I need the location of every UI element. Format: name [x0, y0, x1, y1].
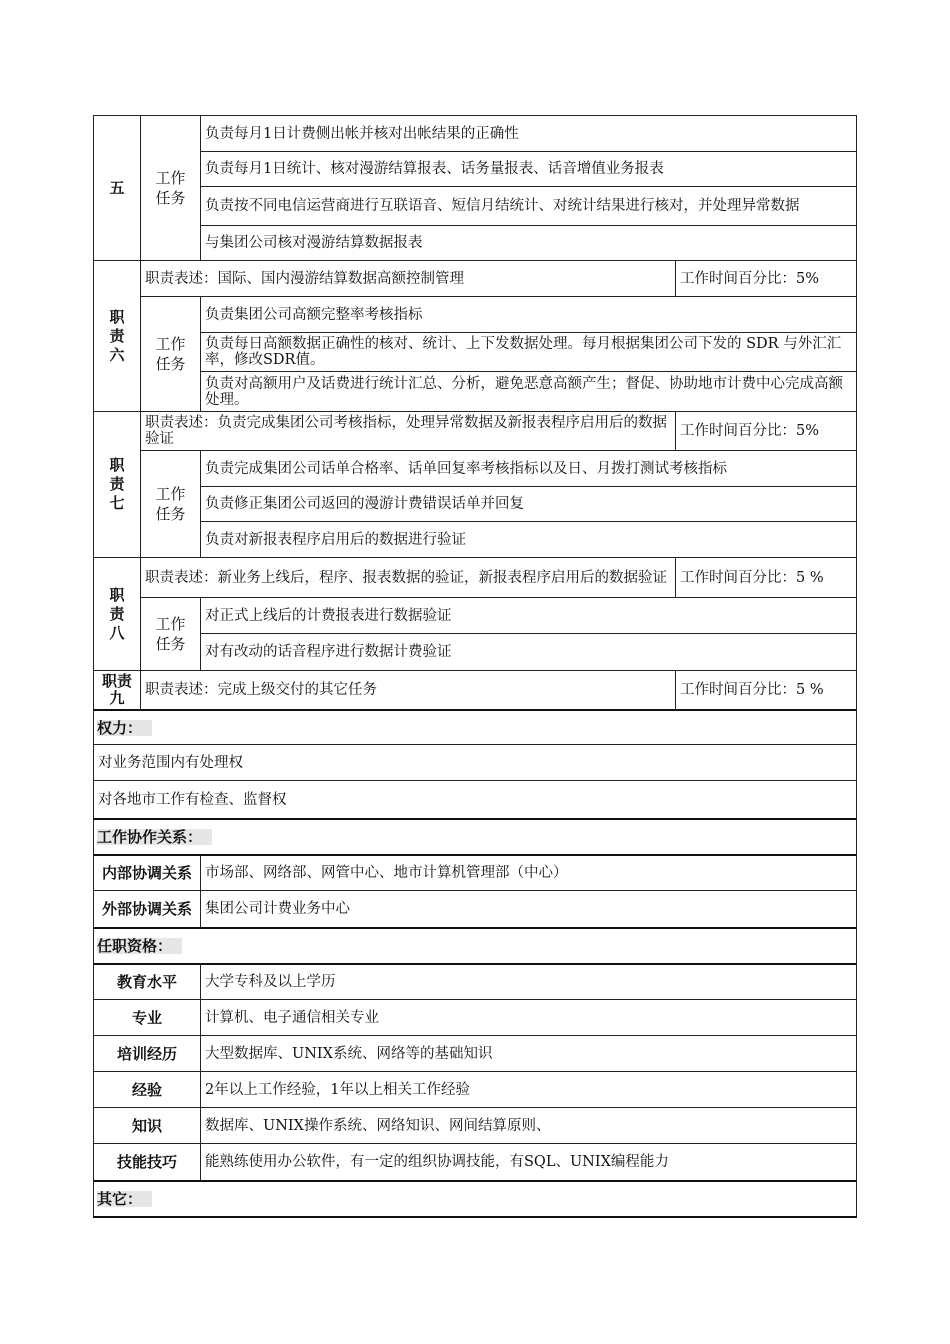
duty6-task-3: 负责对高额用户及话费进行统计汇总、分析，避免恶意高额产生；督促、协助地市计费中心完成高额处理。: [200, 371, 857, 412]
internal-coordination-value: 市场部、网络部、网管中心、地市计算机管理部（中心）: [200, 854, 857, 891]
duty8-task-1: 对正式上线后的计费报表进行数据验证: [200, 597, 857, 634]
training-label: 培训经历: [93, 1035, 201, 1072]
collaboration-section-title: 工作协作关系：: [93, 818, 857, 855]
duty6-time-percentage: 工作时间百分比：5%: [675, 260, 857, 297]
duty6-task-1: 负责集团公司高额完整率考核指标: [200, 296, 857, 333]
duty5-task-2: 负责每月1日统计、核对漫游结算报表、话务量报表、话音增值业务报表: [200, 151, 857, 187]
duty8-description: 职责表述：新业务上线后，程序、报表数据的验证，新报表程序启用后的数据验证: [140, 557, 676, 598]
major-value: 计算机、电子通信相关专业: [200, 999, 857, 1036]
duty7-task-2: 负责修正集团公司返回的漫游计费错误话单并回复: [200, 486, 857, 522]
qualifications-section-title: 任职资格：: [93, 927, 857, 964]
duty8-task-2: 对有改动的话音程序进行数据计费验证: [200, 633, 857, 671]
duty6-task-label: 工作 任务: [140, 296, 201, 412]
education-value: 大学专科及以上学历: [200, 963, 857, 1000]
duty7-description: 职责表述：负责完成集团公司考核指标，处理异常数据及新报表程序启用后的数据验证: [140, 411, 676, 451]
authority-item: 对业务范围内有处理权: [93, 744, 857, 781]
experience-label: 经验: [93, 1071, 201, 1108]
duty5-task-3: 负责按不同电信运营商进行互联语音、短信月结统计、对统计结果进行核对，并处理异常数据: [200, 186, 857, 226]
duty9-description: 职责表述：完成上级交付的其它任务: [140, 670, 676, 710]
experience-value: 2年以上工作经验，1年以上相关工作经验: [200, 1071, 857, 1108]
duty5-heading: 五: [93, 115, 141, 261]
duty7-heading: 职 责 七: [93, 411, 141, 558]
skills-value: 能熟练使用办公软件，有一定的组织协调技能，有SQL、UNIX编程能力: [200, 1143, 857, 1181]
skills-label: 技能技巧: [93, 1143, 201, 1181]
duty7-task-1: 负责完成集团公司话单合格率、话单回复率考核指标以及日、月拨打测试考核指标: [200, 450, 857, 487]
major-label: 专业: [93, 999, 201, 1036]
knowledge-label: 知识: [93, 1107, 201, 1144]
duty7-time-percentage: 工作时间百分比：5%: [675, 411, 857, 451]
duty8-task-label: 工作 任务: [140, 597, 201, 671]
duty7-task-label: 工作 任务: [140, 450, 201, 558]
other-section-title: 其它：: [93, 1180, 857, 1218]
duty5-task-label: 工作 任务: [140, 115, 201, 261]
duty9-heading: 职责 九: [93, 670, 141, 710]
knowledge-value: 数据库、UNIX操作系统、网络知识、网间结算原则、: [200, 1107, 857, 1144]
duty6-description: 职责表述：国际、国内漫游结算数据高额控制管理: [140, 260, 676, 297]
external-coordination-value: 集团公司计费业务中心: [200, 890, 857, 928]
education-label: 教育水平: [93, 963, 201, 1000]
duty6-heading: 职 责 六: [93, 260, 141, 412]
authority-section-title: 权力：: [93, 709, 857, 745]
authority-item: 对各地市工作有检查、监督权: [93, 780, 857, 819]
duty5-task-1: 负责每月1日计费侧出帐并核对出帐结果的正确性: [200, 115, 857, 152]
training-value: 大型数据库、UNIX系统、网络等的基础知识: [200, 1035, 857, 1072]
duty9-time-percentage: 工作时间百分比：5 %: [675, 670, 857, 710]
duty5-task-4: 与集团公司核对漫游结算数据报表: [200, 225, 857, 261]
internal-coordination-label: 内部协调关系: [93, 854, 201, 891]
duty8-heading: 职 责 八: [93, 557, 141, 671]
duty6-task-2: 负责每日高额数据正确性的核对、统计、上下发数据处理。每月根据集团公司下发的 SDR 与外汇汇率，修改SDR值。: [200, 332, 857, 372]
external-coordination-label: 外部协调关系: [93, 890, 201, 928]
duty8-time-percentage: 工作时间百分比：5 %: [675, 557, 857, 598]
duty7-task-3: 负责对新报表程序启用后的数据进行验证: [200, 521, 857, 558]
